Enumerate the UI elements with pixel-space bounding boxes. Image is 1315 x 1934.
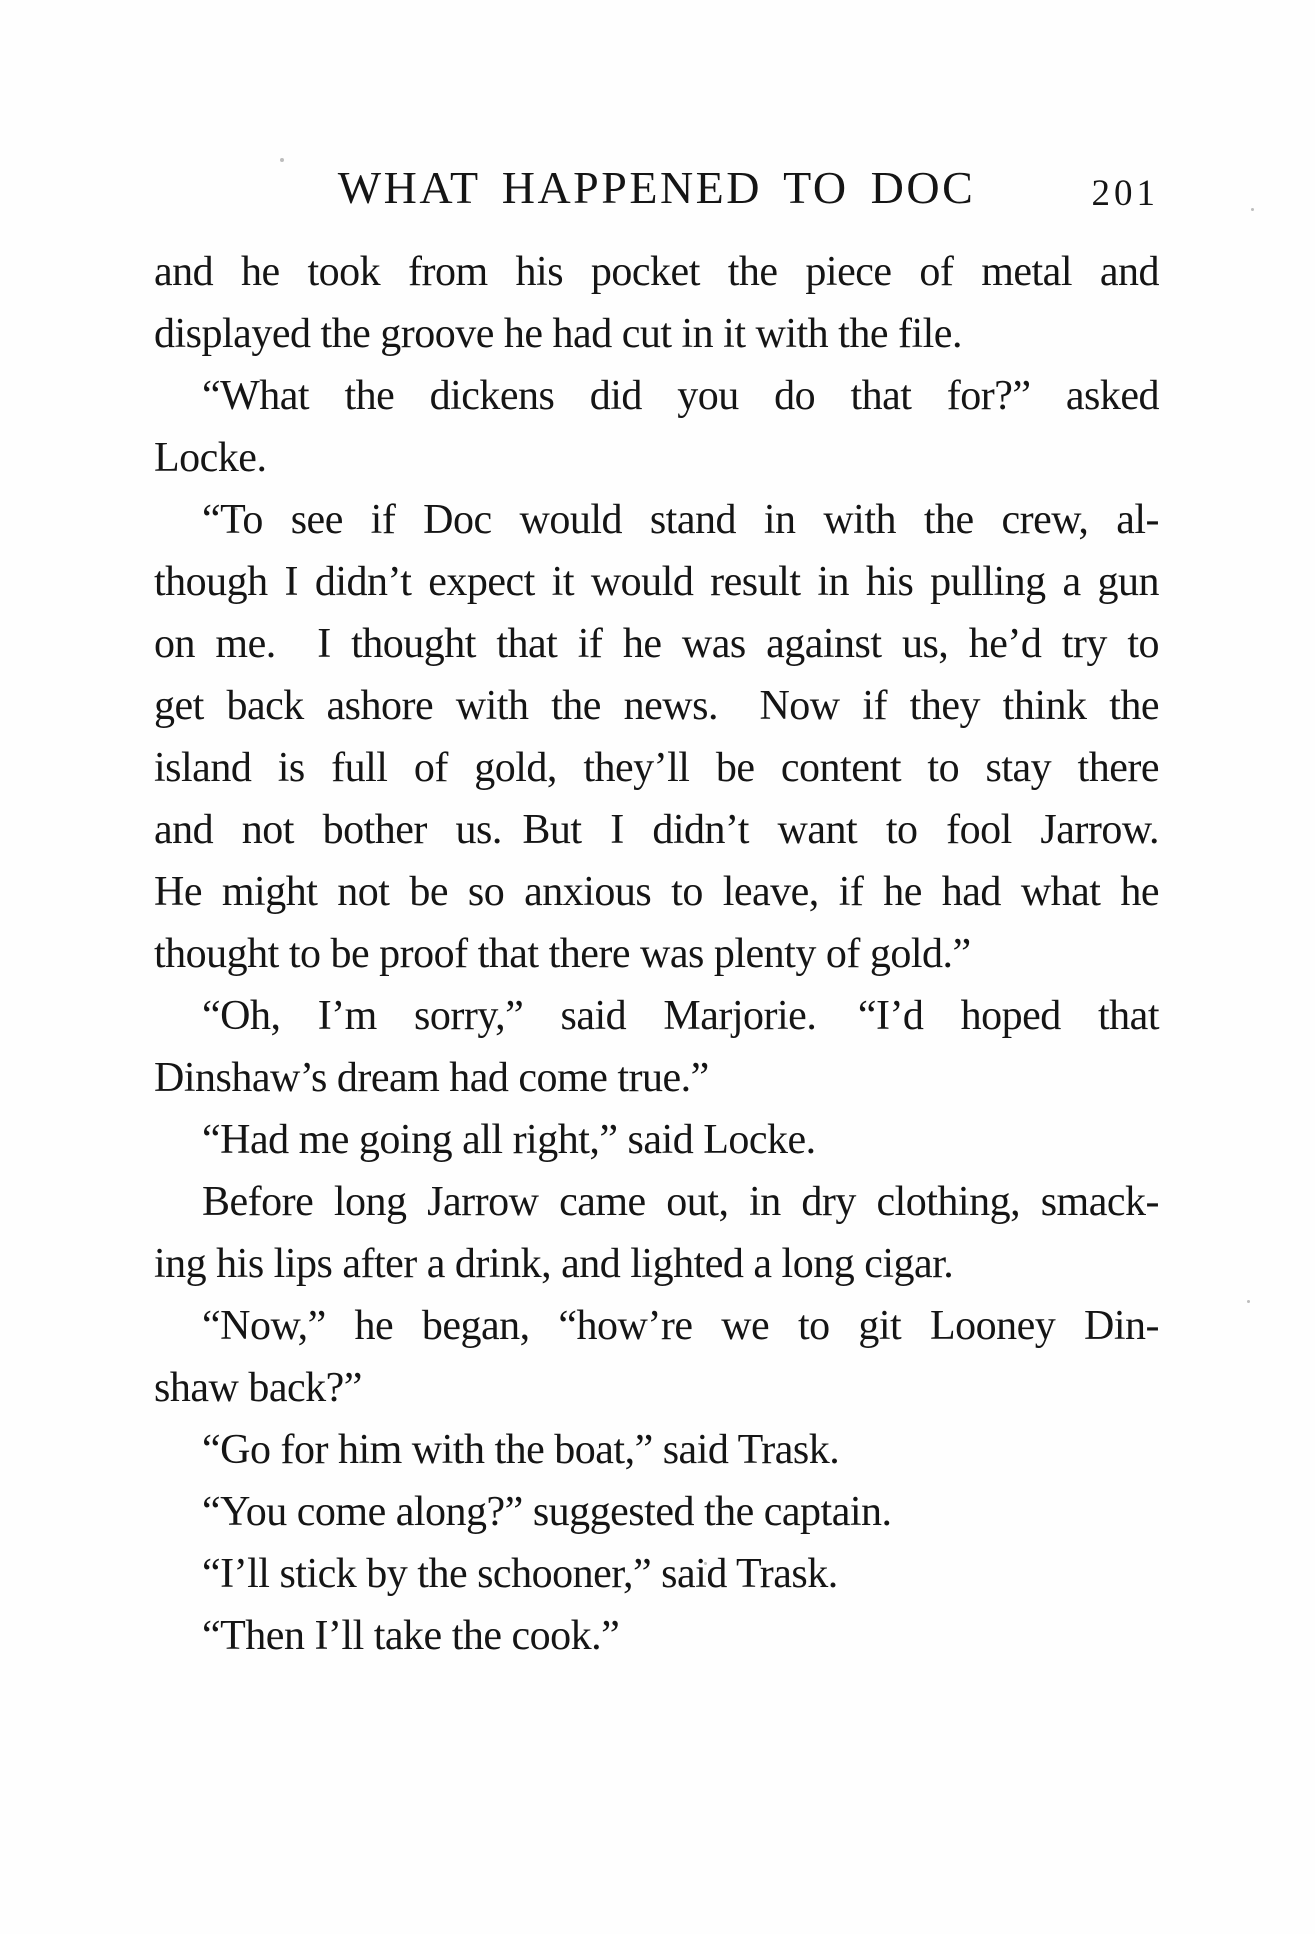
text-line: “Now,” he began, “how’re we to git Looney Din- — [202, 1303, 1159, 1349]
text-line: on me. I thought that if he was against us, he’d try to — [154, 621, 1159, 667]
text-line: “You come along?” suggested the captain. — [202, 1489, 892, 1535]
text-line: “Oh, I’m sorry,” said Marjorie. “I’d hoped that — [202, 993, 1159, 1039]
chapter-title: WHAT HAPPENED TO DOC — [337, 162, 976, 213]
scan-speck — [1251, 208, 1254, 211]
text-line: and he took from his pocket the piece of metal and — [154, 249, 1159, 295]
text-line: Dinshaw’s dream had come true.” — [154, 1055, 709, 1101]
body-text — [154, 241, 1159, 1667]
scan-speck — [280, 158, 284, 162]
text-line: displayed the groove he had cut in it with the file. — [154, 311, 962, 357]
text-line: island is full of gold, they’ll be content to stay there — [154, 745, 1159, 791]
text-line: Before long Jarrow came out, in dry clothing, smack- — [202, 1179, 1159, 1225]
text-line: Locke. — [154, 435, 267, 481]
page-number: 201 — [1091, 173, 1159, 214]
running-header — [154, 160, 1159, 216]
text-line: “Had me going all right,” said Locke. — [202, 1117, 816, 1163]
text-line: shaw back?” — [154, 1365, 362, 1411]
scan-speck — [1247, 1300, 1250, 1303]
text-line: “Go for him with the boat,” said Trask. — [202, 1427, 840, 1473]
scan-speck — [704, 1562, 707, 1565]
text-line: “Then I’ll take the cook.” — [202, 1613, 620, 1659]
text-line: ing his lips after a drink, and lighted a long cigar. — [154, 1241, 954, 1287]
text-line: “To see if Doc would stand in with the crew, al- — [202, 497, 1159, 543]
text-line: get back ashore with the news. Now if they think the — [154, 683, 1159, 729]
text-line: though I didn’t expect it would result in his pulling a gun — [154, 559, 1159, 605]
text-line: “What the dickens did you do that for?” asked — [202, 373, 1159, 419]
text-line: “I’ll stick by the schooner,” said Trask. — [202, 1551, 838, 1597]
text-line: He might not be so anxious to leave, if he had what he — [154, 869, 1159, 915]
text-line: thought to be proof that there was plenty of gold.” — [154, 931, 971, 977]
text-line: and not bother us. But I didn’t want to fool Jarrow. — [154, 807, 1159, 853]
